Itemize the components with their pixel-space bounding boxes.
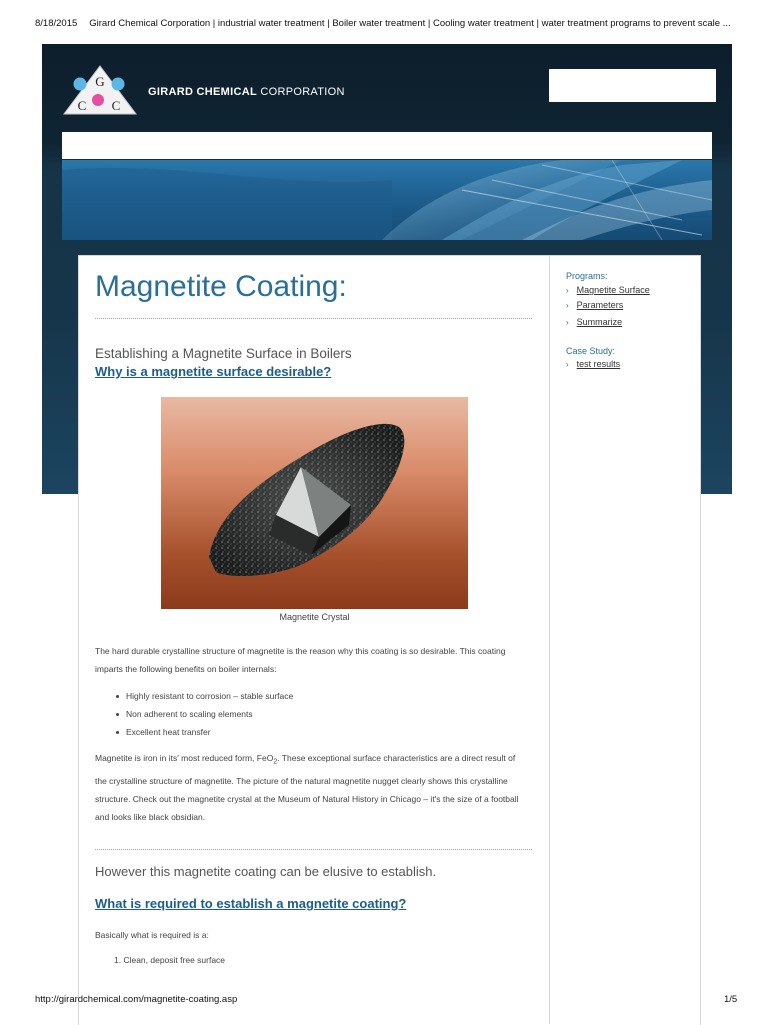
para-iron-end: . These exceptional surface characteristics are a direct result of the crystalline structure of magnetite. The picture of the natural magnetite nugget clearly shows this crystalline structure. Check out the magnetite crystal at the Museum of Natural History in Chicago – it's the size of a football and looks like black obsidian. [95,753,519,822]
sidebar-item-test-results[interactable] [566,359,620,369]
gcc-logo-icon[interactable] [60,62,140,118]
what-required-link[interactable]: What is required to establish a magnetite coating? [95,896,407,911]
why-desirable-link[interactable]: Why is a magnetite surface desirable? [95,364,332,379]
print-date: 8/18/2015 [35,18,78,29]
page-title: Magnetite Coating: [95,270,347,303]
list-item: Non adherent to scaling elements [95,705,293,723]
logo-letter-g: G [95,74,105,89]
divider-top [95,318,532,319]
chevron-right-icon: › [566,286,569,295]
divider-middle [95,849,532,850]
nav-bar[interactable] [62,132,712,159]
para-iron-start: Magnetite is iron in its' most reduced form, Fe [95,753,267,763]
print-page-number: 1/5 [724,994,738,1005]
search-input[interactable] [549,69,716,102]
paragraph-iron [95,749,527,826]
para-iron-formula-o: O [266,753,274,763]
chevron-right-icon: › [566,318,569,327]
banner-graphic [62,160,712,240]
sidebar-item-summarize[interactable] [566,317,622,327]
print-footer-url: http://girardchemical.com/magnetite-coating.asp [35,994,238,1005]
elusive-heading: However this magnetite coating can be elusive to establish. [95,864,437,879]
chevron-right-icon: › [566,360,569,369]
section-subheading: Establishing a Magnetite Surface in Boilers [95,346,352,361]
print-header [35,18,735,29]
print-title: Girard Chemical Corporation | industrial water treatment | Boiler water treatment | Cooling water treatment | water treatment programs to prevent scale ... [89,18,731,29]
sidebar-programs-heading: Programs: [566,271,608,281]
benefits-list [95,687,293,741]
logo-letter-c2: C [111,98,121,113]
brand-name[interactable] [148,86,345,98]
para-iron-subscript: 2 [273,758,278,766]
paragraph-structure: The hard durable crystalline structure of magnetite is the reason why this coating is so desirable. This coating imparts the following benefits on boiler internals: [95,646,506,674]
list-item: Highly resistant to corrosion – stable surface [95,687,293,705]
brand-name-bold: GIRARD CHEMICAL [148,86,257,98]
logo-letter-c1: C [77,98,87,113]
sidebar-item-label[interactable]: Summarize [576,317,623,327]
list-item: Excellent heat transfer [95,723,293,741]
sidebar-item-label[interactable]: Parameters [576,300,624,310]
magnetite-crystal-image [161,397,468,609]
sidebar-case-heading: Case Study: [566,346,616,356]
list-item: 1. Clean, deposit free surface [114,955,226,965]
header-banner [62,160,712,240]
image-caption: Magnetite Crystal [279,612,350,622]
sidebar-item-magnetite-surface[interactable] [566,285,650,295]
chevron-right-icon: › [566,301,569,310]
paragraph-required: Basically what is required is a: [95,930,209,940]
sidebar-item-label[interactable]: test results [576,359,621,369]
sidebar-item-parameters[interactable] [566,300,623,310]
sidebar-item-label[interactable]: Magnetite Surface [576,285,650,295]
brand-name-regular: CORPORATION [257,86,345,98]
